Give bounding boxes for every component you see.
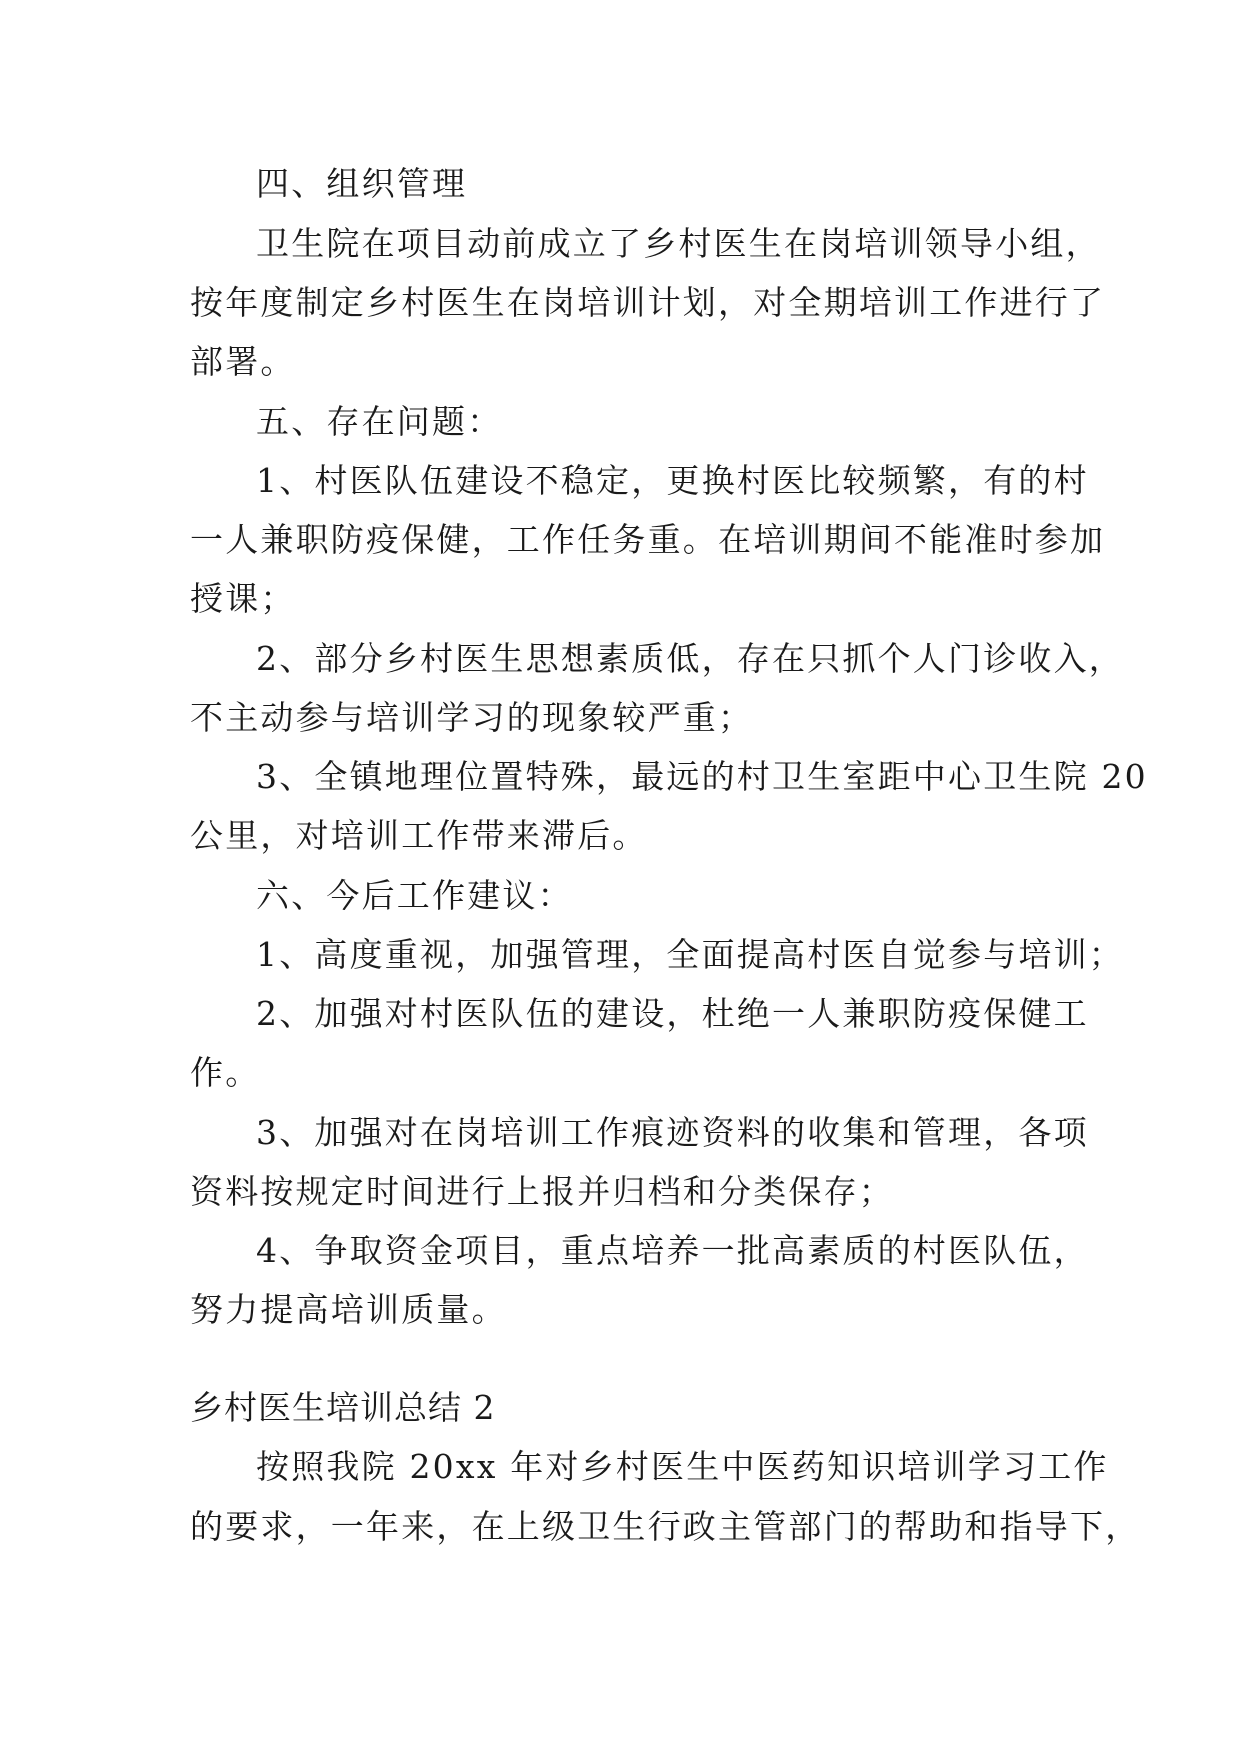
paragraph-line: 按照我院 20xx 年对乡村医生中医药知识培训学习工作 <box>256 1447 1109 1486</box>
paragraph-line: 的要求，一年来，在上级卫生行政主管部门的帮助和指导下， <box>190 1507 1141 1546</box>
list-item-line: 1、高度重视，加强管理，全面提高村医自觉参与培训； <box>256 935 1124 974</box>
paragraph-line: 卫生院在项目动前成立了乡村医生在岗培训领导小组， <box>256 224 1101 263</box>
section-heading-organization: 四、组织管理 <box>256 164 468 203</box>
list-item-line: 2、加强对村医队伍的建设，杜绝一人兼职防疫保健工 <box>256 994 1089 1033</box>
list-item-line: 3、加强对在岗培训工作痕迹资料的收集和管理，各项 <box>256 1113 1089 1152</box>
list-item-line: 1、村医队伍建设不稳定，更换村医比较频繁，有的村 <box>256 461 1089 500</box>
list-item-line: 4、争取资金项目，重点培养一批高素质的村医队伍， <box>256 1231 1089 1270</box>
paragraph-line: 按年度制定乡村医生在岗培训计划，对全期培训工作进行了 <box>190 283 1106 322</box>
section-heading-suggestions: 六、今后工作建议： <box>256 876 573 915</box>
document-title: 乡村医生培训总结 2 <box>190 1388 496 1427</box>
paragraph-line: 部署。 <box>190 342 296 381</box>
list-item-line: 不主动参与培训学习的现象较严重； <box>190 698 754 737</box>
list-item-line: 公里，对培训工作带来滞后。 <box>190 816 648 855</box>
list-item-line: 作。 <box>190 1053 261 1092</box>
list-item-line: 资料按规定时间进行上报并归档和分类保存； <box>190 1172 894 1211</box>
list-item-line: 努力提高培训质量。 <box>190 1290 507 1329</box>
list-item-line: 一人兼职防疫保健，工作任务重。在培训期间不能准时参加 <box>190 520 1106 559</box>
list-item-line: 3、全镇地理位置特殊，最远的村卫生室距中心卫生院 20 <box>256 757 1148 796</box>
list-item-line: 授课； <box>190 579 296 618</box>
section-heading-problems: 五、存在问题： <box>256 402 503 441</box>
list-item-line: 2、部分乡村医生思想素质低，存在只抓个人门诊收入， <box>256 639 1124 678</box>
